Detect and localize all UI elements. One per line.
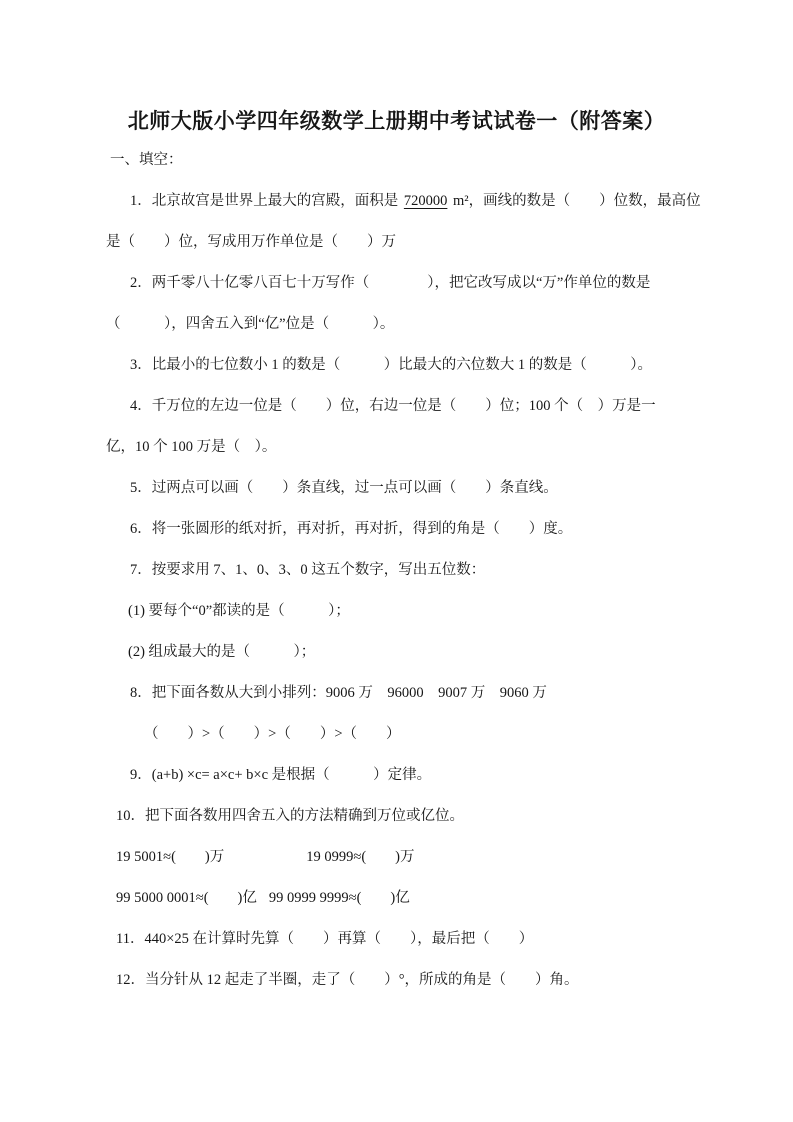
- question-5-line: 5．过两点可以画（ ）条直线，过一点可以画（ ）条直线。: [130, 480, 558, 496]
- question-10-row1-item-b: 19 0999≈( )万: [306, 849, 415, 865]
- question-12-line: 12．当分针从 12 起走了半圈，走了（ ）°，所成的角是（ ）角。: [116, 972, 579, 988]
- question-1-line-2: 是（ ）位，写成用万作单位是（ ）万: [106, 234, 396, 250]
- question-6-line: 6．将一张圆形的纸对折，再对折，再对折，得到的角是（ ）度。: [130, 521, 573, 537]
- document-body: [106, 140, 793, 1001]
- question-10-row1-item-a: 19 5001≈( )万: [116, 849, 225, 865]
- question-8-ordering-blanks: （ ）>（ ）>（ ）>（ ）: [144, 726, 401, 742]
- question-2-line-2: （ ），四舍五入到“亿”位是（ ）。: [106, 316, 395, 332]
- question-1-unit: m²: [449, 193, 469, 209]
- question-10-row-1: [106, 837, 793, 878]
- question-10-row-2: [106, 878, 793, 919]
- question-7-line: 7．按要求用 7、1、0、3、0 这五个数字，写出五位数：: [130, 562, 486, 578]
- question-10-row2-item-b: 99 0999 9999≈( )亿: [268, 890, 410, 906]
- question-11-line: 11．440×25 在计算时先算（ ）再算（ ），最后把（ ）: [116, 931, 534, 947]
- question-4-line-1: 4．千万位的左边一位是（ ）位，右边一位是（ ）位；100 个（ ）万是一: [130, 398, 656, 414]
- question-7-subitem-1: (1) 要每个“0”都读的是（ ）；: [128, 603, 350, 619]
- question-1-prefix: 1．北京故宫是世界上最大的宫殿，面积是: [130, 193, 402, 209]
- section-heading: 一、填空：: [110, 152, 183, 168]
- question-9-line: 9．(a+b) ×c= a×c+ b×c 是根据（ ）定律。: [130, 767, 432, 783]
- question-3-line: 3．比最小的七位数小 1 的数是（ ）比最大的六位数大 1 的数是（ ）。: [130, 357, 652, 373]
- question-7-subitem-2: (2) 组成最大的是（ ）；: [128, 644, 316, 660]
- question-1-line-1: [106, 181, 793, 222]
- question-10-row2-item-a: 99 5000 0001≈( )亿: [116, 890, 257, 906]
- question-4-line-2: 亿，10 个 100 万是（ ）。: [106, 439, 277, 455]
- page-title: 北师大版小学四年级数学上册期中考试试卷一（附答案）: [127, 109, 666, 133]
- question-1-suffix: ，画线的数是（ ）位数，最高位: [468, 193, 701, 209]
- question-2-line-1: 2．两千零八十亿零八百七十万写作（ ），把它改写成以“万”作单位的数是: [130, 275, 651, 291]
- question-10-line: 10．把下面各数用四舍五入的方法精确到万位或亿位。: [116, 808, 464, 824]
- question-8-line: 8．把下面各数从大到小排列：9006 万 96000 9007 万 9060 万: [130, 685, 547, 701]
- question-1-underlined-number: 720000: [403, 193, 448, 209]
